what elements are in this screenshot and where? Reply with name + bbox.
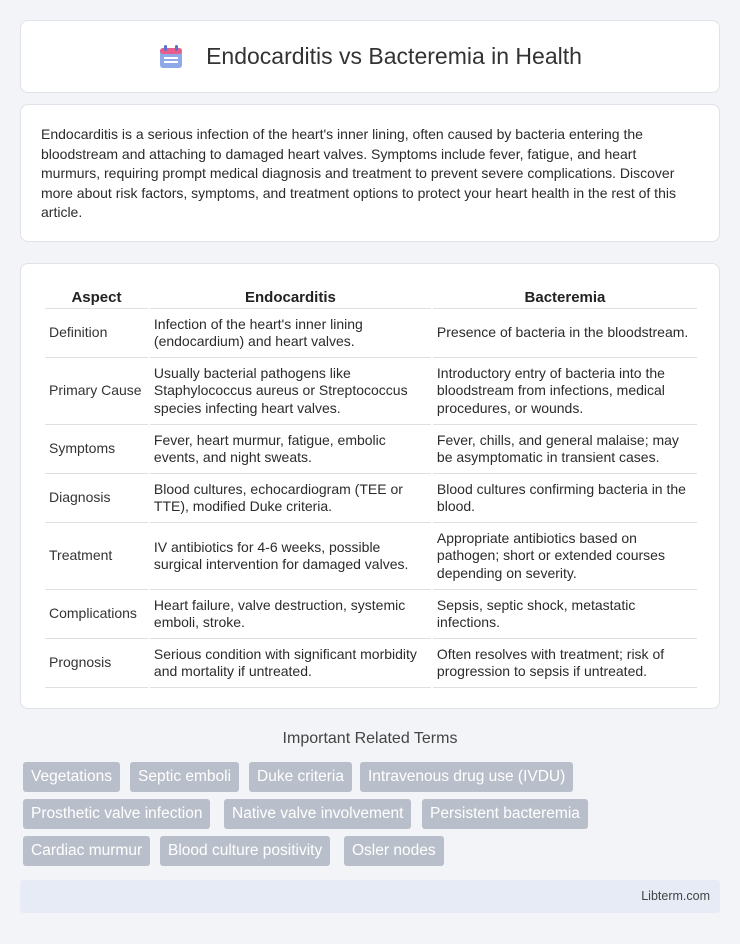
table-row: [45, 309, 697, 358]
related-terms-title: Important Related Terms: [282, 730, 458, 747]
tag-osler-nodes[interactable]: Osler nodes: [344, 836, 444, 866]
table-header-row: [45, 284, 697, 309]
tag-septic-emboli[interactable]: Septic emboli: [130, 762, 239, 792]
tag-duke-criteria[interactable]: Duke criteria: [249, 762, 352, 792]
header-endocarditis: Endocarditis: [150, 284, 431, 309]
row-aspect: Prognosis: [45, 639, 148, 688]
page-title: Endocarditis vs Bacteremia in Health: [206, 43, 582, 69]
tag-vegetations[interactable]: Vegetations: [23, 762, 120, 792]
header-bacteremia: Bacteremia: [433, 284, 697, 309]
table-row: [45, 358, 697, 425]
comparison-table: [43, 284, 699, 688]
tag-persistent-bacteremia[interactable]: Persistent bacteremia: [422, 799, 588, 829]
row-endocarditis: Fever, heart murmur, fatigue, embolic events, and night sweats.: [150, 425, 431, 474]
row-aspect: Definition: [45, 309, 148, 358]
footer-site-link[interactable]: Libterm.com: [641, 889, 710, 903]
table-row: [45, 639, 697, 688]
tag-cardiac-murmur[interactable]: Cardiac murmur: [23, 836, 150, 866]
row-endocarditis: Heart failure, valve destruction, systemic emboli, stroke.: [150, 590, 431, 639]
tag-blood-culture-positivity[interactable]: Blood culture positivity: [160, 836, 330, 866]
row-endocarditis: Blood cultures, echocardiogram (TEE or TTE), modified Duke criteria.: [150, 474, 431, 523]
row-endocarditis: IV antibiotics for 4-6 weeks, possible surgical intervention for damaged valves.: [150, 523, 431, 590]
row-bacteremia: Presence of bacteria in the bloodstream.: [433, 309, 697, 358]
row-aspect: Complications: [45, 590, 148, 639]
row-bacteremia: Introductory entry of bacteria into the bloodstream from infections, medical procedures, or wounds.: [433, 358, 697, 425]
row-bacteremia: Appropriate antibiotics based on pathogen; short or extended courses depending on severity.: [433, 523, 697, 590]
comparison-card: [20, 263, 720, 709]
intro-card: [20, 104, 720, 242]
row-bacteremia: Blood cultures confirming bacteria in the blood.: [433, 474, 697, 523]
row-endocarditis: Serious condition with significant morbidity and mortality if untreated.: [150, 639, 431, 688]
row-aspect: Symptoms: [45, 425, 148, 474]
tag-native-valve-involvement[interactable]: Native valve involvement: [224, 799, 411, 829]
row-aspect: Treatment: [45, 523, 148, 590]
row-aspect: Primary Cause: [45, 358, 148, 425]
row-endocarditis: Infection of the heart's inner lining (endocardium) and heart valves.: [150, 309, 431, 358]
table-row: [45, 590, 697, 639]
table-row: [45, 474, 697, 523]
calendar-icon: [158, 44, 184, 70]
footer: [20, 880, 720, 913]
row-endocarditis: Usually bacterial pathogens like Staphylococcus aureus or Streptococcus species infecting heart valves.: [150, 358, 431, 425]
row-aspect: Diagnosis: [45, 474, 148, 523]
table-row: [45, 425, 697, 474]
row-bacteremia: Fever, chills, and general malaise; may be asymptomatic in transient cases.: [433, 425, 697, 474]
header-aspect: Aspect: [45, 284, 148, 309]
row-bacteremia: Sepsis, septic shock, metastatic infections.: [433, 590, 697, 639]
table-row: [45, 523, 697, 590]
header-card: [20, 20, 720, 93]
intro-text: Endocarditis is a serious infection of the heart's inner lining, often caused by bacteria entering the bloodstream and attaching to damaged heart valves. Symptoms include fever, fatigue, and heart murmurs, requiring prompt medical diagnosis and treatment to prevent severe complications. Discover more about risk factors, symptoms, and treatment options to protect your heart health in the rest of this article.: [41, 126, 676, 220]
row-bacteremia: Often resolves with treatment; risk of progression to sepsis if untreated.: [433, 639, 697, 688]
tag-ivdu[interactable]: Intravenous drug use (IVDU): [360, 762, 573, 792]
tag-prosthetic-valve-infection[interactable]: Prosthetic valve infection: [23, 799, 210, 829]
